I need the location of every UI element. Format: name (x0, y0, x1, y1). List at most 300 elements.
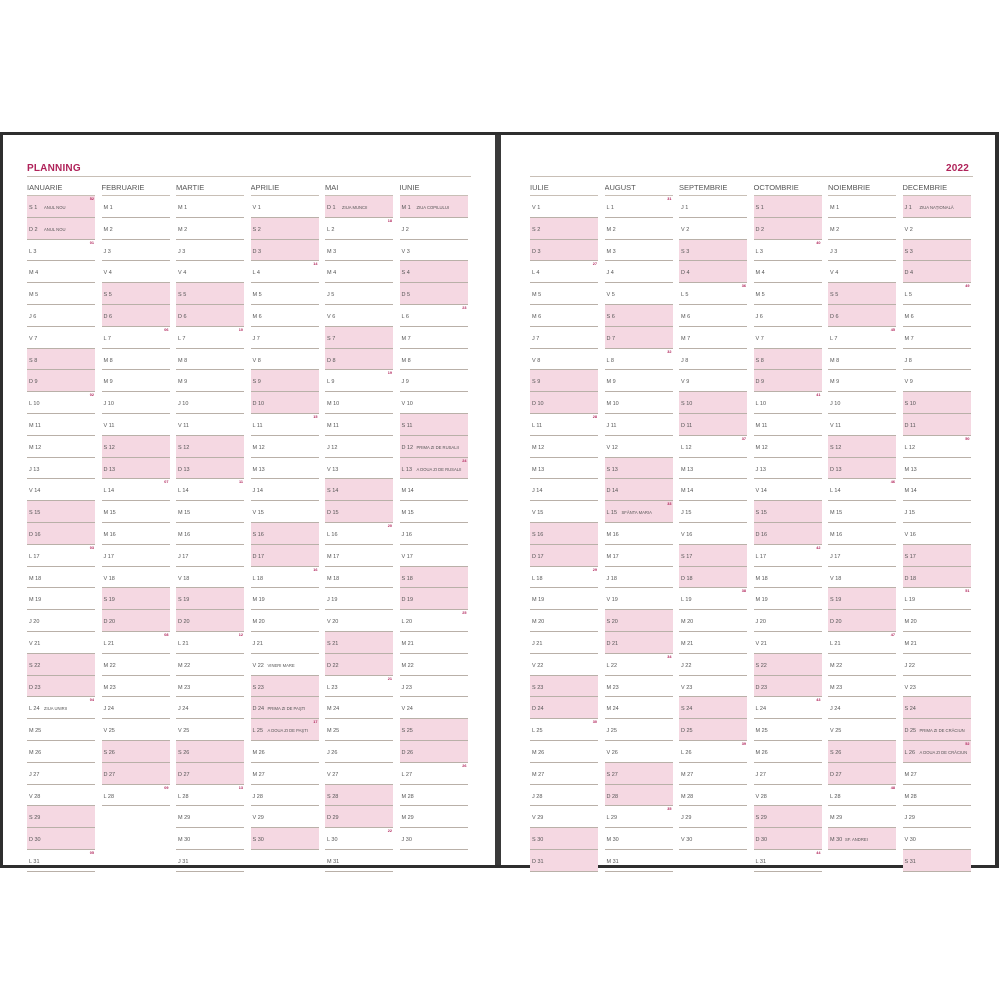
day-row[interactable] (903, 545, 971, 567)
day-row[interactable] (176, 392, 244, 414)
day-row[interactable] (828, 218, 896, 240)
day-row[interactable] (102, 632, 170, 654)
day-row[interactable] (530, 676, 598, 698)
day-row[interactable] (828, 414, 896, 436)
day-row[interactable] (325, 501, 393, 523)
day-row[interactable] (754, 806, 822, 828)
day-row[interactable] (828, 458, 896, 480)
day-row[interactable] (176, 327, 244, 349)
day-row[interactable] (251, 261, 319, 283)
day-row[interactable] (903, 567, 971, 589)
day-row[interactable] (251, 218, 319, 240)
day-row[interactable] (176, 697, 244, 719)
day-row[interactable] (27, 828, 95, 850)
day-row[interactable] (176, 654, 244, 676)
day-row[interactable] (754, 850, 822, 872)
day-row[interactable] (251, 785, 319, 807)
day-row[interactable] (828, 785, 896, 807)
day-row[interactable] (251, 697, 319, 719)
day-row[interactable] (530, 327, 598, 349)
day-row[interactable] (903, 588, 971, 610)
day-row[interactable] (754, 240, 822, 262)
day-row[interactable] (903, 261, 971, 283)
day-row[interactable] (903, 828, 971, 850)
day-row[interactable] (754, 261, 822, 283)
day-row[interactable] (903, 196, 971, 218)
day-row[interactable] (828, 349, 896, 371)
day-row[interactable] (176, 458, 244, 480)
day-row[interactable] (828, 697, 896, 719)
day-row[interactable] (828, 588, 896, 610)
day-row[interactable] (27, 392, 95, 414)
day-row[interactable] (176, 305, 244, 327)
day-row[interactable] (400, 654, 468, 676)
day-row[interactable] (530, 588, 598, 610)
day-row[interactable] (400, 828, 468, 850)
day-row[interactable] (754, 436, 822, 458)
day-row[interactable] (400, 785, 468, 807)
day-row[interactable] (325, 283, 393, 305)
day-row[interactable] (176, 196, 244, 218)
day-row[interactable] (400, 479, 468, 501)
day-row[interactable] (27, 370, 95, 392)
day-row[interactable] (530, 632, 598, 654)
day-row[interactable] (325, 218, 393, 240)
day-row[interactable] (530, 349, 598, 371)
day-row[interactable] (400, 240, 468, 262)
day-row[interactable] (530, 741, 598, 763)
day-row[interactable] (903, 741, 971, 763)
day-row[interactable] (754, 654, 822, 676)
day-row[interactable] (679, 741, 747, 763)
day-row[interactable] (251, 741, 319, 763)
day-row[interactable] (102, 523, 170, 545)
day-row[interactable] (754, 610, 822, 632)
day-row[interactable] (325, 479, 393, 501)
day-row[interactable] (903, 785, 971, 807)
day-row[interactable] (605, 850, 673, 872)
day-row[interactable] (27, 741, 95, 763)
day-row[interactable] (605, 501, 673, 523)
day-row[interactable] (679, 828, 747, 850)
day-row[interactable] (605, 654, 673, 676)
day-row[interactable] (903, 719, 971, 741)
day-row[interactable] (325, 828, 393, 850)
day-row[interactable] (754, 719, 822, 741)
day-row[interactable] (530, 567, 598, 589)
day-row[interactable] (828, 327, 896, 349)
day-row[interactable] (679, 305, 747, 327)
day-row[interactable] (27, 676, 95, 698)
day-row[interactable] (27, 763, 95, 785)
day-row[interactable] (27, 501, 95, 523)
day-row[interactable] (605, 436, 673, 458)
day-row[interactable] (605, 806, 673, 828)
day-row[interactable] (903, 610, 971, 632)
day-row[interactable] (400, 261, 468, 283)
day-row[interactable] (325, 806, 393, 828)
day-row[interactable] (176, 545, 244, 567)
day-row[interactable] (400, 392, 468, 414)
day-row[interactable] (400, 719, 468, 741)
day-row[interactable] (605, 392, 673, 414)
day-row[interactable] (27, 850, 95, 872)
day-row[interactable] (176, 501, 244, 523)
day-row[interactable] (903, 697, 971, 719)
day-row[interactable] (903, 850, 971, 872)
day-row[interactable] (325, 697, 393, 719)
day-row[interactable] (251, 327, 319, 349)
day-row[interactable] (400, 741, 468, 763)
day-row[interactable] (325, 240, 393, 262)
day-row[interactable] (754, 676, 822, 698)
day-row[interactable] (102, 414, 170, 436)
day-row[interactable] (754, 305, 822, 327)
day-row[interactable] (828, 261, 896, 283)
day-row[interactable] (679, 676, 747, 698)
day-row[interactable] (754, 523, 822, 545)
day-row[interactable] (530, 370, 598, 392)
day-row[interactable] (530, 283, 598, 305)
day-row[interactable] (400, 567, 468, 589)
day-row[interactable] (251, 763, 319, 785)
day-row[interactable] (903, 676, 971, 698)
day-row[interactable] (176, 479, 244, 501)
day-row[interactable] (400, 218, 468, 240)
day-row[interactable] (679, 610, 747, 632)
day-row[interactable] (530, 850, 598, 872)
day-row[interactable] (828, 806, 896, 828)
day-row[interactable] (27, 719, 95, 741)
day-row[interactable] (400, 676, 468, 698)
day-row[interactable] (754, 588, 822, 610)
day-row[interactable] (400, 349, 468, 371)
day-row[interactable] (903, 218, 971, 240)
day-row[interactable] (27, 218, 95, 240)
day-row[interactable] (102, 196, 170, 218)
day-row[interactable] (605, 697, 673, 719)
day-row[interactable] (102, 458, 170, 480)
day-row[interactable] (325, 545, 393, 567)
day-row[interactable] (605, 196, 673, 218)
day-row[interactable] (325, 850, 393, 872)
day-row[interactable] (102, 349, 170, 371)
day-row[interactable] (251, 436, 319, 458)
day-row[interactable] (176, 610, 244, 632)
day-row[interactable] (828, 741, 896, 763)
day-row[interactable] (27, 654, 95, 676)
day-row[interactable] (530, 523, 598, 545)
day-row[interactable] (325, 392, 393, 414)
day-row[interactable] (325, 327, 393, 349)
day-row[interactable] (400, 697, 468, 719)
day-row[interactable] (828, 436, 896, 458)
day-row[interactable] (605, 545, 673, 567)
day-row[interactable] (27, 567, 95, 589)
day-row[interactable] (679, 436, 747, 458)
day-row[interactable] (605, 785, 673, 807)
day-row[interactable] (176, 567, 244, 589)
day-row[interactable] (27, 785, 95, 807)
day-row[interactable] (251, 349, 319, 371)
day-row[interactable] (102, 785, 170, 807)
day-row[interactable] (679, 283, 747, 305)
day-row[interactable] (176, 370, 244, 392)
day-row[interactable] (679, 414, 747, 436)
day-row[interactable] (251, 828, 319, 850)
day-row[interactable] (325, 588, 393, 610)
day-row[interactable] (325, 610, 393, 632)
day-row[interactable] (251, 719, 319, 741)
day-row[interactable] (828, 828, 896, 850)
day-row[interactable] (754, 327, 822, 349)
day-row[interactable] (27, 632, 95, 654)
day-row[interactable] (325, 567, 393, 589)
day-row[interactable] (251, 676, 319, 698)
day-row[interactable] (828, 654, 896, 676)
day-row[interactable] (251, 196, 319, 218)
day-row[interactable] (530, 479, 598, 501)
day-row[interactable] (102, 370, 170, 392)
day-row[interactable] (27, 261, 95, 283)
day-row[interactable] (27, 414, 95, 436)
day-row[interactable] (27, 196, 95, 218)
day-row[interactable] (754, 479, 822, 501)
day-row[interactable] (251, 305, 319, 327)
day-row[interactable] (605, 349, 673, 371)
day-row[interactable] (605, 370, 673, 392)
day-row[interactable] (828, 719, 896, 741)
day-row[interactable] (754, 763, 822, 785)
day-row[interactable] (251, 458, 319, 480)
day-row[interactable] (530, 305, 598, 327)
day-row[interactable] (828, 305, 896, 327)
day-row[interactable] (530, 261, 598, 283)
day-row[interactable] (325, 763, 393, 785)
day-row[interactable] (679, 240, 747, 262)
day-row[interactable] (828, 763, 896, 785)
day-row[interactable] (400, 806, 468, 828)
day-row[interactable] (102, 283, 170, 305)
day-row[interactable] (679, 370, 747, 392)
day-row[interactable] (679, 588, 747, 610)
day-row[interactable] (754, 349, 822, 371)
day-row[interactable] (679, 479, 747, 501)
day-row[interactable] (828, 567, 896, 589)
day-row[interactable] (828, 523, 896, 545)
day-row[interactable] (903, 414, 971, 436)
day-row[interactable] (251, 545, 319, 567)
day-row[interactable] (903, 632, 971, 654)
day-row[interactable] (27, 588, 95, 610)
day-row[interactable] (325, 523, 393, 545)
day-row[interactable] (102, 305, 170, 327)
day-row[interactable] (605, 828, 673, 850)
day-row[interactable] (400, 283, 468, 305)
day-row[interactable] (400, 632, 468, 654)
day-row[interactable] (679, 545, 747, 567)
day-row[interactable] (27, 458, 95, 480)
day-row[interactable] (176, 240, 244, 262)
day-row[interactable] (325, 370, 393, 392)
day-row[interactable] (102, 697, 170, 719)
day-row[interactable] (251, 392, 319, 414)
day-row[interactable] (530, 785, 598, 807)
day-row[interactable] (530, 697, 598, 719)
day-row[interactable] (828, 545, 896, 567)
day-row[interactable] (530, 763, 598, 785)
day-row[interactable] (176, 719, 244, 741)
day-row[interactable] (530, 828, 598, 850)
day-row[interactable] (400, 436, 468, 458)
day-row[interactable] (325, 676, 393, 698)
day-row[interactable] (605, 763, 673, 785)
day-row[interactable] (176, 741, 244, 763)
day-row[interactable] (828, 676, 896, 698)
day-row[interactable] (530, 610, 598, 632)
day-row[interactable] (679, 349, 747, 371)
day-row[interactable] (176, 676, 244, 698)
day-row[interactable] (754, 458, 822, 480)
day-row[interactable] (102, 327, 170, 349)
day-row[interactable] (679, 458, 747, 480)
day-row[interactable] (828, 479, 896, 501)
day-row[interactable] (828, 632, 896, 654)
day-row[interactable] (605, 676, 673, 698)
day-row[interactable] (754, 828, 822, 850)
day-row[interactable] (102, 567, 170, 589)
day-row[interactable] (251, 806, 319, 828)
day-row[interactable] (679, 523, 747, 545)
day-row[interactable] (679, 806, 747, 828)
day-row[interactable] (903, 806, 971, 828)
day-row[interactable] (251, 240, 319, 262)
day-row[interactable] (176, 828, 244, 850)
day-row[interactable] (754, 501, 822, 523)
day-row[interactable] (605, 741, 673, 763)
day-row[interactable] (754, 414, 822, 436)
day-row[interactable] (679, 567, 747, 589)
day-row[interactable] (754, 741, 822, 763)
day-row[interactable] (27, 806, 95, 828)
day-row[interactable] (325, 785, 393, 807)
day-row[interactable] (27, 610, 95, 632)
day-row[interactable] (325, 719, 393, 741)
day-row[interactable] (530, 414, 598, 436)
day-row[interactable] (251, 479, 319, 501)
day-row[interactable] (679, 392, 747, 414)
day-row[interactable] (102, 240, 170, 262)
day-row[interactable] (27, 479, 95, 501)
day-row[interactable] (251, 283, 319, 305)
day-row[interactable] (325, 349, 393, 371)
day-row[interactable] (176, 785, 244, 807)
day-row[interactable] (102, 501, 170, 523)
day-row[interactable] (828, 610, 896, 632)
day-row[interactable] (605, 327, 673, 349)
day-row[interactable] (530, 545, 598, 567)
day-row[interactable] (400, 458, 468, 480)
day-row[interactable] (102, 741, 170, 763)
day-row[interactable] (679, 218, 747, 240)
day-row[interactable] (605, 283, 673, 305)
day-row[interactable] (754, 545, 822, 567)
day-row[interactable] (679, 327, 747, 349)
day-row[interactable] (679, 697, 747, 719)
day-row[interactable] (400, 501, 468, 523)
day-row[interactable] (903, 370, 971, 392)
day-row[interactable] (176, 632, 244, 654)
day-row[interactable] (530, 196, 598, 218)
day-row[interactable] (27, 523, 95, 545)
day-row[interactable] (605, 479, 673, 501)
day-row[interactable] (251, 567, 319, 589)
day-row[interactable] (102, 392, 170, 414)
day-row[interactable] (828, 196, 896, 218)
day-row[interactable] (903, 523, 971, 545)
day-row[interactable] (325, 654, 393, 676)
day-row[interactable] (605, 240, 673, 262)
day-row[interactable] (251, 414, 319, 436)
day-row[interactable] (903, 349, 971, 371)
day-row[interactable] (530, 436, 598, 458)
day-row[interactable] (754, 697, 822, 719)
day-row[interactable] (400, 196, 468, 218)
day-row[interactable] (27, 240, 95, 262)
day-row[interactable] (325, 261, 393, 283)
day-row[interactable] (400, 763, 468, 785)
day-row[interactable] (176, 436, 244, 458)
day-row[interactable] (325, 305, 393, 327)
day-row[interactable] (102, 479, 170, 501)
day-row[interactable] (530, 501, 598, 523)
day-row[interactable] (903, 283, 971, 305)
day-row[interactable] (176, 414, 244, 436)
day-row[interactable] (605, 458, 673, 480)
day-row[interactable] (27, 697, 95, 719)
day-row[interactable] (605, 523, 673, 545)
day-row[interactable] (400, 414, 468, 436)
day-row[interactable] (251, 523, 319, 545)
day-row[interactable] (27, 327, 95, 349)
day-row[interactable] (400, 305, 468, 327)
day-row[interactable] (102, 719, 170, 741)
day-row[interactable] (530, 654, 598, 676)
day-row[interactable] (754, 370, 822, 392)
day-row[interactable] (754, 567, 822, 589)
day-row[interactable] (903, 327, 971, 349)
day-row[interactable] (679, 785, 747, 807)
day-row[interactable] (605, 261, 673, 283)
day-row[interactable] (530, 458, 598, 480)
day-row[interactable] (251, 632, 319, 654)
day-row[interactable] (828, 392, 896, 414)
day-row[interactable] (903, 240, 971, 262)
day-row[interactable] (251, 610, 319, 632)
day-row[interactable] (605, 632, 673, 654)
day-row[interactable] (903, 763, 971, 785)
day-row[interactable] (27, 545, 95, 567)
day-row[interactable] (903, 436, 971, 458)
day-row[interactable] (102, 763, 170, 785)
day-row[interactable] (176, 850, 244, 872)
day-row[interactable] (605, 719, 673, 741)
day-row[interactable] (530, 218, 598, 240)
day-row[interactable] (605, 218, 673, 240)
day-row[interactable] (605, 305, 673, 327)
day-row[interactable] (903, 305, 971, 327)
day-row[interactable] (903, 392, 971, 414)
